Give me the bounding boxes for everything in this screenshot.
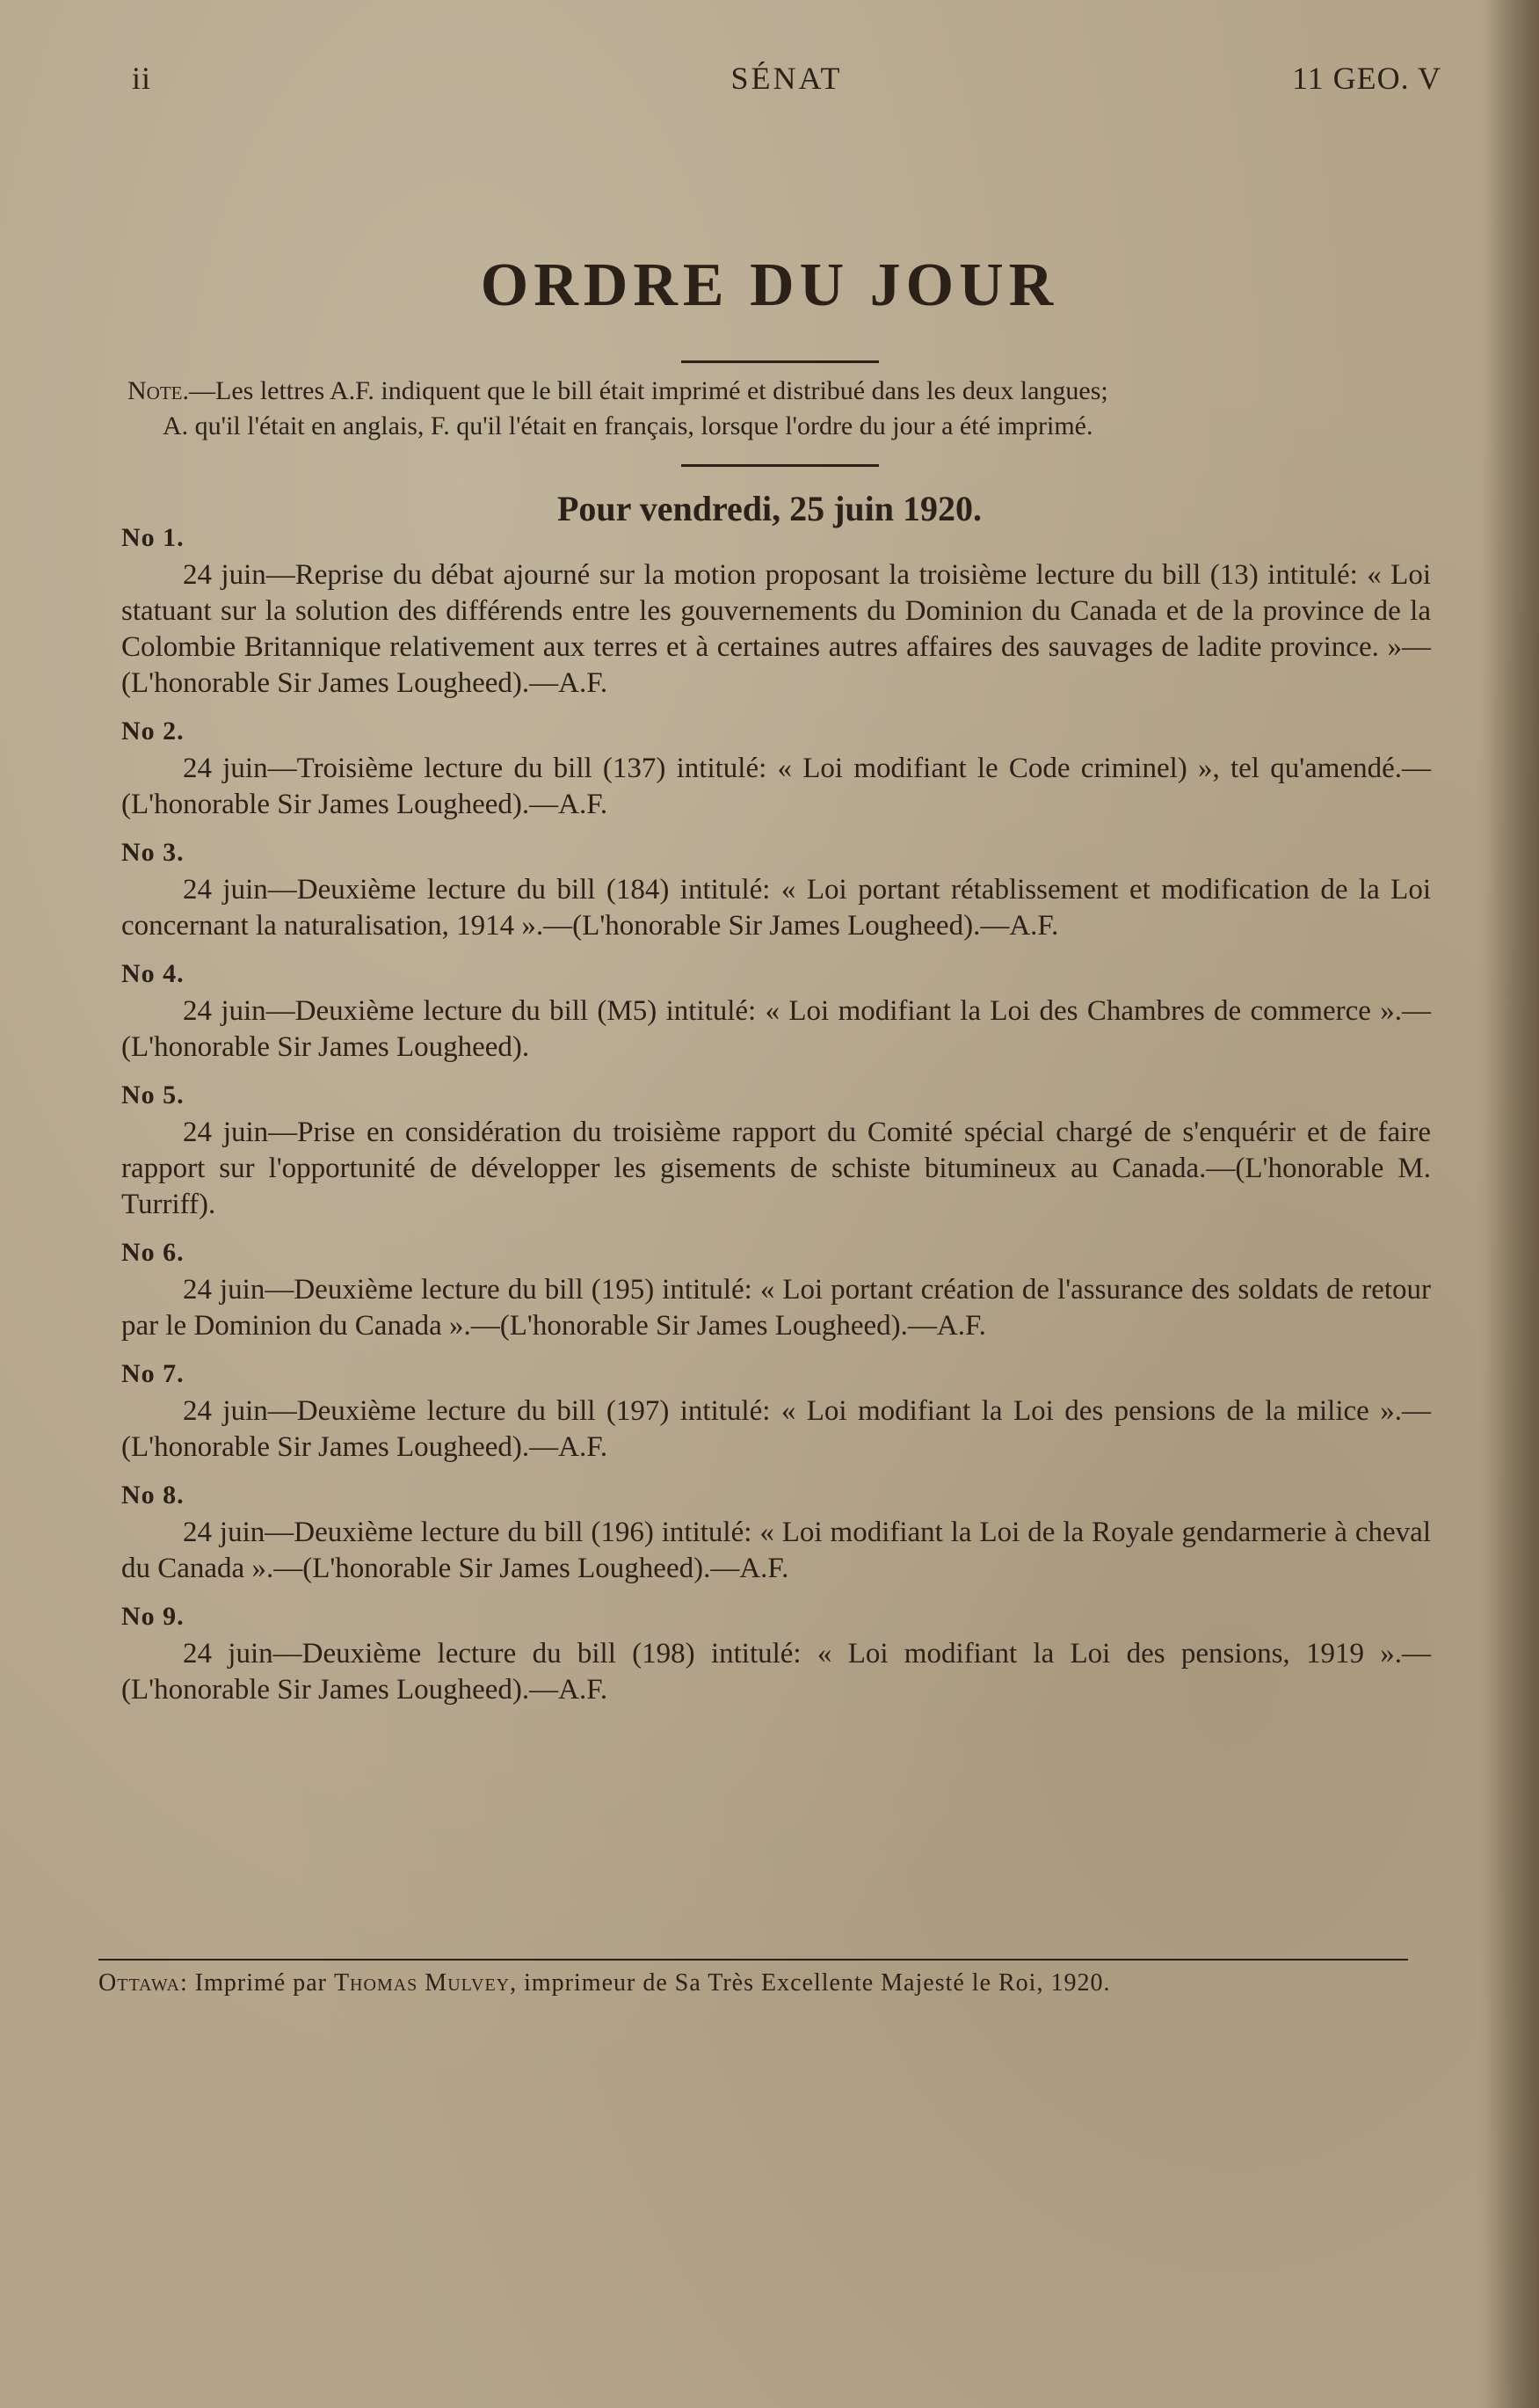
order-item	[121, 712, 1431, 823]
order-item	[121, 519, 1431, 702]
order-item	[121, 1233, 1431, 1344]
order-item	[121, 1355, 1431, 1466]
imprint-footer	[98, 1969, 1408, 1997]
note-body: —Les lettres A.F. indiquent que le bill était imprimé et distribué dans les deux langues;	[189, 376, 1108, 405]
order-text: 24 juin—Troisième lecture du bill (137) intitulé: « Loi modifiant le Code criminel) », tel qu'amendé.—(L'honorable Sir James Lougheed).—A.F.	[121, 753, 1431, 820]
note-lead: Note.	[127, 376, 189, 405]
order-item	[121, 1476, 1431, 1587]
order-text: 24 juin—Deuxième lecture du bill (196) intitulé: « Loi modifiant la Loi de la Royale gendarmerie à cheval du Canada ».—(L'honorable Sir James Lougheed).—A.F.	[121, 1517, 1431, 1584]
order-number: No 4.	[121, 959, 185, 988]
order-number: No 2.	[121, 717, 185, 746]
note-tail: A. qu'il l'était en anglais, F. qu'il l'était en français, lorsque l'ordre du jour a été imprimé.	[163, 411, 1093, 440]
order-number: No 3.	[121, 838, 185, 867]
order-text: 24 juin—Deuxième lecture du bill (184) intitulé: « Loi portant rétablissement et modification de la Loi concernant la naturalisation, 1914 ».—(L'honorable Sir James Lougheed).—A.F.	[121, 874, 1431, 942]
order-text: 24 juin—Reprise du débat ajourné sur la motion proposant la troisième lecture du bill (13) intitulé: « Loi statuant sur la solution des différends entre les gouvernements du Dominion du Canada et de la province de la Colombie Britannique relativement aux terres et à certaines autres affaires des sauvages de ladite province. »—(L'honorable Sir James Lougheed).—A.F.	[121, 559, 1431, 699]
order-number: No 7.	[121, 1359, 185, 1388]
imprint-city: Ottawa	[98, 1969, 180, 1997]
order-number: No 8.	[121, 1480, 185, 1510]
note-paragraph	[127, 374, 1437, 444]
order-text: 24 juin—Deuxième lecture du bill (M5) intitulé: « Loi modifiant la Loi des Chambres de commerce ».—(L'honorable Sir James Lougheed).	[121, 995, 1431, 1063]
imprint-sep: : Imprimé par	[180, 1969, 334, 1997]
running-header	[132, 60, 1441, 104]
page-edge-shadow	[1486, 0, 1539, 2408]
order-number: No 9.	[121, 1602, 185, 1631]
order-text: 24 juin—Deuxième lecture du bill (195) intitulé: « Loi portant création de l'assurance des soldats de retour par le Dominion du Canada ».—(L'honorable Sir James Lougheed).—A.F.	[121, 1274, 1431, 1342]
page-title: ORDRE DU JOUR	[480, 251, 1059, 319]
orders-list	[121, 519, 1431, 1719]
date-heading: Pour vendredi, 25 juin 1920.	[556, 489, 983, 528]
order-text: 24 juin—Deuxième lecture du bill (197) intitulé: « Loi modifiant la Loi des pensions de la milice ».—(L'honorable Sir James Lougheed).—A.F.	[121, 1395, 1431, 1463]
order-item	[121, 833, 1431, 944]
order-item	[121, 1597, 1431, 1708]
imprint-printer: Thomas Mulvey	[333, 1969, 511, 1997]
title-divider	[681, 360, 879, 363]
imprint-rest: , imprimeur de Sa Très Excellente Majesté le Roi, 1920.	[510, 1969, 1111, 1997]
order-text: 24 juin—Deuxième lecture du bill (198) intitulé: « Loi modifiant la Loi des pensions, 1919 ».—(L'honorable Sir James Lougheed).—A.F.	[121, 1638, 1431, 1706]
order-number: No 5.	[121, 1080, 185, 1109]
order-item	[121, 1076, 1431, 1223]
order-item	[121, 955, 1431, 1066]
regnal-year: 11 GEO. V	[1292, 61, 1441, 96]
order-number: No 6.	[121, 1238, 185, 1267]
order-number: No 1.	[121, 523, 185, 552]
page-number: ii	[132, 61, 152, 96]
running-title: SÉNAT	[730, 61, 843, 96]
footer-divider	[98, 1959, 1408, 1961]
order-text: 24 juin—Prise en considération du troisième rapport du Comité spécial chargé de s'enquérir et de faire rapport sur l'opportunité de développer les gisements de schiste bitumineux au Canada.—(L'honorable M. Turriff).	[121, 1117, 1431, 1220]
note-divider	[681, 464, 879, 467]
